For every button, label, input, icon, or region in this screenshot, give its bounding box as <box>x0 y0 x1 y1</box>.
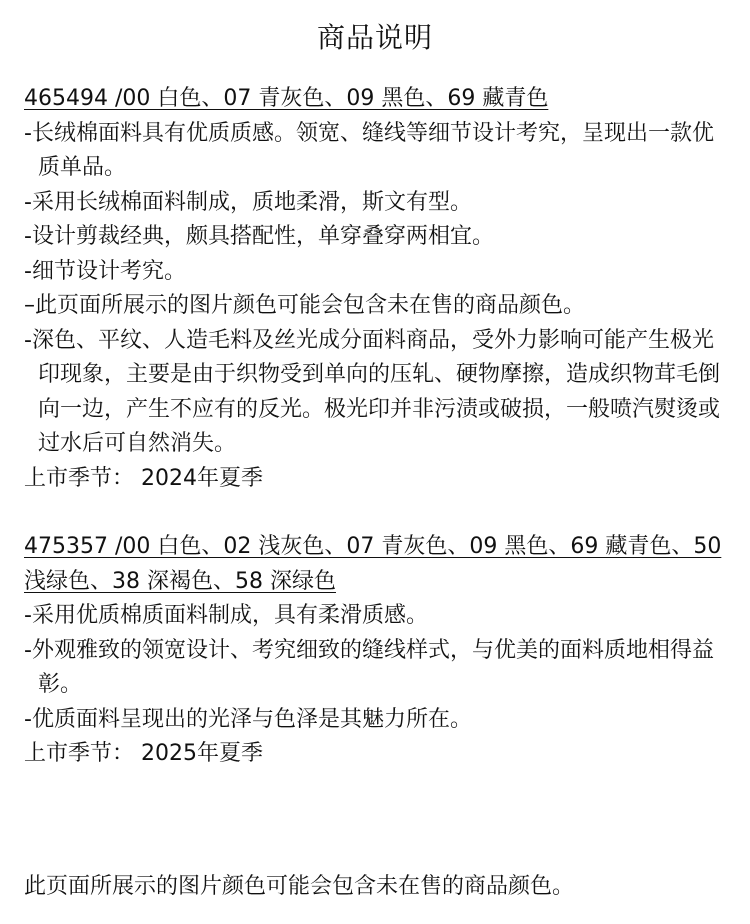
bullet-item: -优质面料呈现出的光泽与色泽是其魅力所在。 <box>24 706 472 732</box>
section-spacer <box>24 496 730 530</box>
release-season: 上市季节： 2025年夏季 <box>24 741 263 766</box>
section-heading: 475357 /00 白色、02 浅灰色、07 青灰色、09 黑色、69 藏青色、50 浅绿色、38 深褐色、58 深绿色 <box>24 534 722 594</box>
bullet-item: -设计剪裁经典，颇具搭配性，单穿叠穿两相宜。 <box>24 224 494 249</box>
bullet-item: -外观雅致的领宽设计、考究细致的缝线样式，与优美的面料质地相得益彰。 <box>24 637 714 697</box>
bullet-item: -采用长绒棉面料制成，质地柔滑，斯文有型。 <box>24 189 472 215</box>
product-description <box>24 82 730 772</box>
footer-note: 此页面所展示的图片颜色可能会包含未在售的商品颜色。 <box>24 874 575 899</box>
page-title: 商品说明 <box>316 21 433 54</box>
release-season: 上市季节： 2024年夏季 <box>24 465 263 491</box>
section-heading: 465494 /00 白色、07 青灰色、09 黑色、69 藏青色 <box>24 86 549 111</box>
bullet-item: -长绒棉面料具有优质质感。领宽、缝线等细节设计考究，呈现出一款优质单品。 <box>24 120 714 180</box>
bullet-item: -采用优质棉质面料制成，具有柔滑质感。 <box>24 603 428 628</box>
bullet-item: -细节设计考究。 <box>24 258 186 284</box>
bullet-item: –此页面所展示的图片颜色可能会包含未在售的商品颜色。 <box>24 293 586 318</box>
bullet-item: -深色、平纹、人造毛料及丝光成分面料商品，受外力影响可能产生极光印现象，主要是由于织物受到单向的压轧、硬物摩擦，造成织物茸毛倒向一边，产生不应有的反光。极光印并非污渍或破损，一般喷汽熨烫或过水后可自然消失。 <box>24 327 721 456</box>
product-section-465494 <box>24 82 730 496</box>
product-section-475357 <box>24 530 730 772</box>
